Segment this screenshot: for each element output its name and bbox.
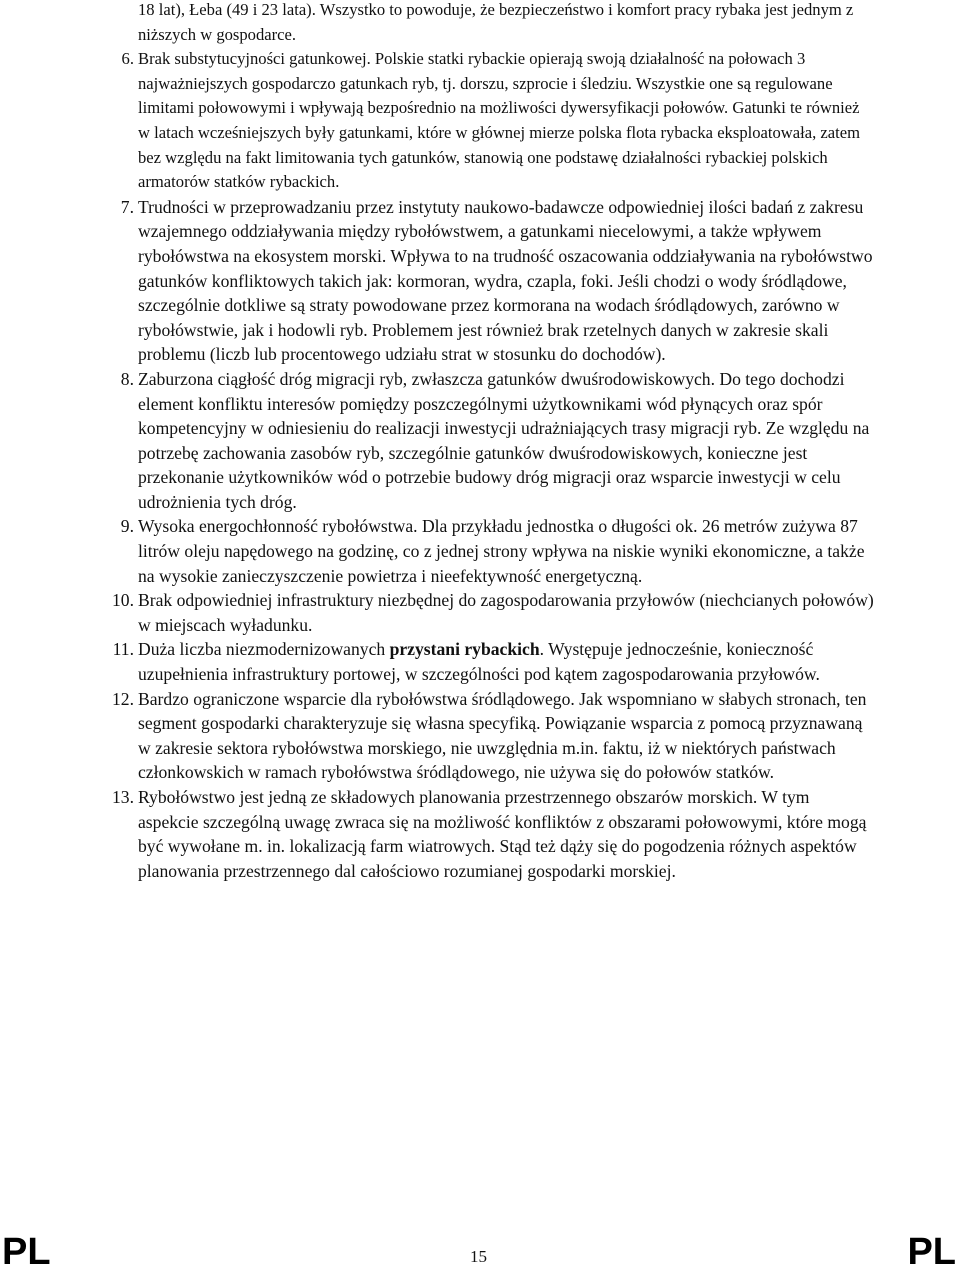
list-item-text: Bardzo ograniczone wsparcie dla rybołówstwa śródlądowego. Jak wspomniano w słabych stronach, ten segment gospodarki charakteryzuje się własna specyfiką. Powiązanie wsparcia z pomocą przyznawaną w zakresie sektora rybołówstwa morskiego, nie uwzględnia m.in. faktu, iż w niektórych państwach członkowskich w ramach rybołówstwa śródlądowego, nie używa się do połowów statków. xyxy=(138,688,867,783)
list-item-number: 10. xyxy=(112,590,134,611)
list-item-number: 9. xyxy=(120,516,134,537)
list-item-number: 11. xyxy=(112,639,134,660)
list-item-text: Zaburzona ciągłość dróg migracji ryb, zwłaszcza gatunków dwuśrodowiskowych. Do tego dochodzi element konfliktu interesów pomiędzy poszczególnymi użytkownikami wód płynących oraz spór kompetencyjny w odniesieniu do realizacji inwestycji udrażniających trasy migracji ryb. Ze względu na potrzebę zachowania zasobów ryb, szczególnie gatunków dwuśrodowiskowych, konieczne jest przekonanie użytkowników wód o potrzebie budowy dróg migracji oraz wsparcie inwestycji w celu udrożnienia tych dróg. xyxy=(138,368,870,512)
footer-language-label-right: PL xyxy=(907,1231,956,1273)
list-item-12 xyxy=(104,687,874,785)
list-item-text: Rybołówstwo jest jedną ze składowych planowania przestrzennego obszarów morskich. W tym aspekcie szczególną uwagę zwraca się na możliwość konfliktów z obszarami połowowymi, które mogą być wywołane m. in. lokalizacją farm wiatrowych. Stąd też dąży się do pogodzenia różnych aspektów planowania przestrzennego dal całościowo rozumianej gospodarki morskiej. xyxy=(138,787,867,881)
list-item-6 xyxy=(104,47,874,195)
document-body xyxy=(104,0,874,883)
footer-language-label-left: PL xyxy=(2,1231,51,1273)
list-item-number: 6. xyxy=(121,49,134,69)
list-item-7 xyxy=(104,195,874,367)
list-item-text: Trudności w przeprowadzaniu przez instytuty naukowo-badawcze odpowiedniej ilości badań z zakresu wzajemnego oddziaływania między rybołówstwem, a gatunkami niecelowymi, a także wpływem rybołówstwa na ekosystem morski. Wpływa to na trudność oszacowania oddziaływania na rybołówstwo gatunków konfliktowych takich jak: kormoran, wydra, czapla, foki. Jeśli chodzi o wody śródlądowe, szczególnie dotkliwe są straty powodowane przez kormorana na wodach śródlądowych, zarówno w rybołówstwie, jak i hodowli ryb. Problemem jest również brak rzetelnych danych w zakresie skali problemu (liczb lub procentowego udziału strat w stosunku do dochodów). xyxy=(138,196,873,365)
list-item-text: Wysoka energochłonność rybołówstwa. Dla przykładu jednostka o długości ok. 26 metrów zużywa 87 litrów oleju napędowego na godzinę, co z jednej strony wpływa na niskie wyniki ekonomiczne, a także na wysokie zanieczyszczenie powietrza i nieefektywność energetyczną. xyxy=(138,516,865,586)
list-item-11 xyxy=(104,637,874,686)
list-item-9 xyxy=(104,514,874,588)
list-item-8 xyxy=(104,367,874,515)
list-item-number: 8. xyxy=(120,368,134,389)
list-item-text-start: Duża liczba niezmodernizowanych xyxy=(138,639,390,660)
list-item-text: Brak substytucyjności gatunkowej. Polskie statki rybackie opierają swoją działalność na połowach 3 najważniejszych gospodarczo gatunkach ryb, tj. dorszu, szprocie i śledziu. Wszystkie one są regulowane limitami połowowymi i wpływają bezpośrednio na możliwości dywersyfikacji połowów. Gatunki te również w latach wcześniejszych były gatunkami, które w głównej mierze polska flota rybacka eksploatowała, zatem bez względu na fakt limitowania tych gatunków, stanowią one podstawę działalności rybackiej polskich armatorów statków rybackich. xyxy=(138,49,861,192)
list-item-text: Brak odpowiedniej infrastruktury niezbędnej do zagospodarowania przyłowów (niechcianych połowów) w miejscach wyładunku. xyxy=(138,590,874,635)
page-number: 15 xyxy=(470,1247,487,1266)
list-item-bold-text: przystani rybackich xyxy=(389,639,540,660)
list-item-number: 13. xyxy=(112,787,134,807)
list-item-10 xyxy=(104,588,874,637)
intro-continuation: 18 lat), Łeba (49 i 23 lata). Wszystko to powoduje, że bezpieczeństwo i komfort pracy rybaka jest jednym z niższych w gospodarce. xyxy=(138,0,854,44)
list-item-number: 12. xyxy=(112,688,134,709)
list-item-13 xyxy=(104,785,874,883)
list-item-number: 7. xyxy=(120,196,134,217)
list-item-text-end: . Występuje jednocześnie, konieczność uzupełnienia infrastruktury portowej, w szczególności pod kątem zagospodarowania przyłowów. xyxy=(138,639,820,685)
